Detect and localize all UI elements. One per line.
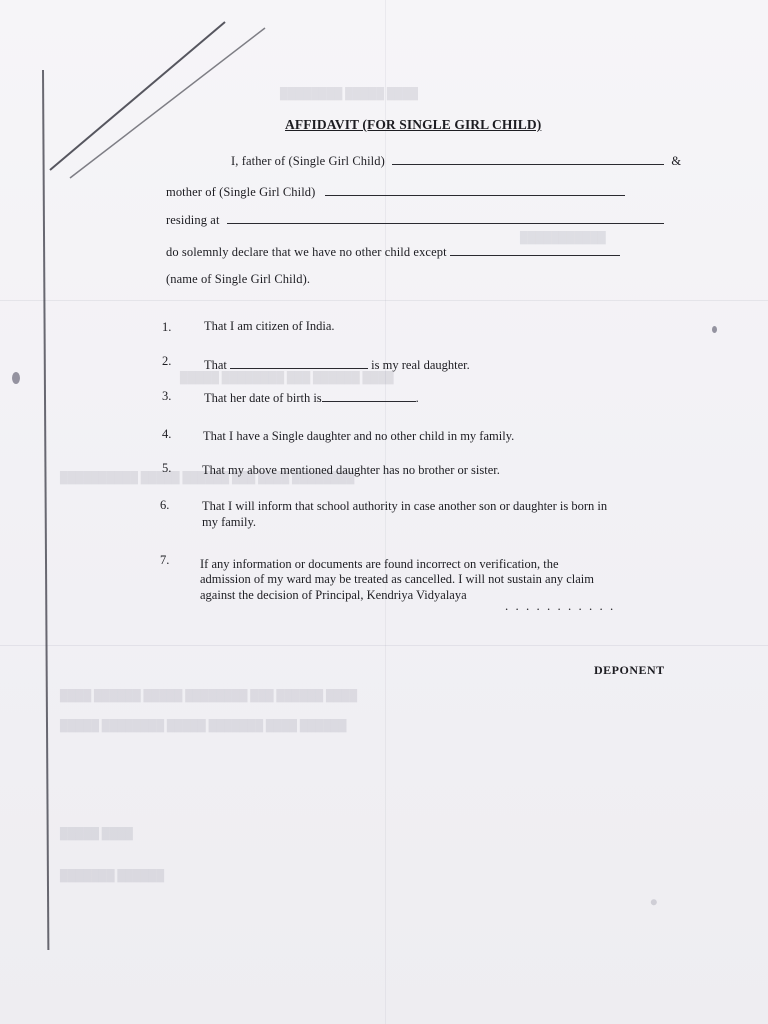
mother-name-blank[interactable] [325, 184, 625, 196]
item-3-prefix: That her date of birth is [204, 391, 322, 405]
item-number: 6. [160, 498, 170, 512]
declare-line [166, 244, 620, 260]
address-blank[interactable] [227, 212, 664, 224]
item-2-suffix: is my real daughter. [371, 358, 470, 372]
fold-line [0, 645, 768, 646]
item-number: 3. [162, 389, 172, 403]
date-of-birth-blank[interactable] [322, 390, 416, 402]
item-number: 7. [160, 553, 170, 567]
father-ampersand: & [671, 154, 682, 168]
father-line [231, 153, 681, 169]
mother-line [166, 184, 625, 200]
item-7-line1: If any information or documents are found incorrect on verification, the [200, 557, 559, 571]
ink-smudge [712, 326, 717, 333]
child-name-blank[interactable] [450, 244, 620, 256]
item-2-text [204, 357, 470, 372]
deponent-label: DEPONENT [594, 663, 665, 677]
father-label: I, father of (Single Girl Child) [231, 154, 385, 168]
item-7-line3: against the decision of Principal, Kendriya Vidyalaya [200, 588, 467, 602]
fold-line [0, 300, 768, 301]
affidavit-page: ████ █████ ████████ ███████████ ████ ██████ ███ ████████ █████ ████████ ████ ███ ██████ █████ ██████████ ████ ██████ ███ ████████ █████ ██████ ████ ██████ ████ ███████ █████ ████████ █████ ████ █████ ██████ ███████ ● AFFIDAVIT (FOR SINGLE GIRL CHILD) I, father of (Single Girl Child) & mother of (Single Girl Child) residing at do solemnly declare that we have no other child except (name of Single Girl Child). 1. That I am citizen of India. 2. That is my real daughter. 3. That her date of birth is . 4. That I have a Single daughter and no other child in my family. 5. That my above mentioned daughter has no brother or sister. 6. That I will inform that school authority in case another son or daughter is born in my family. 7. If any information or documents are found incorrect on verification, the admission of my ward may be treated as cancelled. I will not sustain any claim against the decision of Principal, Kendriya Vidyalaya . . . . . . . . . . . DEPONENT [0, 0, 768, 1024]
ink-smudge [12, 372, 20, 384]
item-7-line2: admission of my ward may be treated as cancelled. I will not sustain any claim [200, 572, 594, 586]
residing-line [166, 212, 664, 228]
item-2-prefix: That [204, 358, 227, 372]
residing-label: residing at [166, 213, 220, 227]
margin-line [42, 70, 49, 950]
daughter-name-blank[interactable] [230, 357, 368, 369]
item-6-line2: my family. [202, 515, 257, 529]
item-3-suffix: . [415, 391, 419, 405]
child-name-label: (name of Single Girl Child). [166, 272, 311, 286]
item-number: 1. [162, 320, 172, 334]
father-name-blank[interactable] [392, 153, 664, 165]
declare-label: do solemnly declare that we have no other child except [166, 245, 447, 259]
item-3-text [204, 390, 419, 405]
item-6-line1: That I will inform that school authority in case another son or daughter is born in [202, 499, 608, 513]
item-1-text: That I am citizen of India. [204, 319, 335, 333]
document-title: AFFIDAVIT (FOR SINGLE GIRL CHILD) [285, 117, 542, 132]
faint-stamp-mark: ● [646, 893, 662, 912]
item-number: 2. [162, 354, 172, 368]
dotted-blank[interactable]: . . . . . . . . . . . [505, 598, 616, 613]
mother-label: mother of (Single Girl Child) [166, 185, 316, 199]
item-number: 4. [162, 427, 172, 441]
item-4-text: That I have a Single daughter and no other child in my family. [203, 429, 515, 443]
item-number: 5. [162, 461, 172, 475]
item-5-text: That my above mentioned daughter has no brother or sister. [202, 463, 500, 477]
